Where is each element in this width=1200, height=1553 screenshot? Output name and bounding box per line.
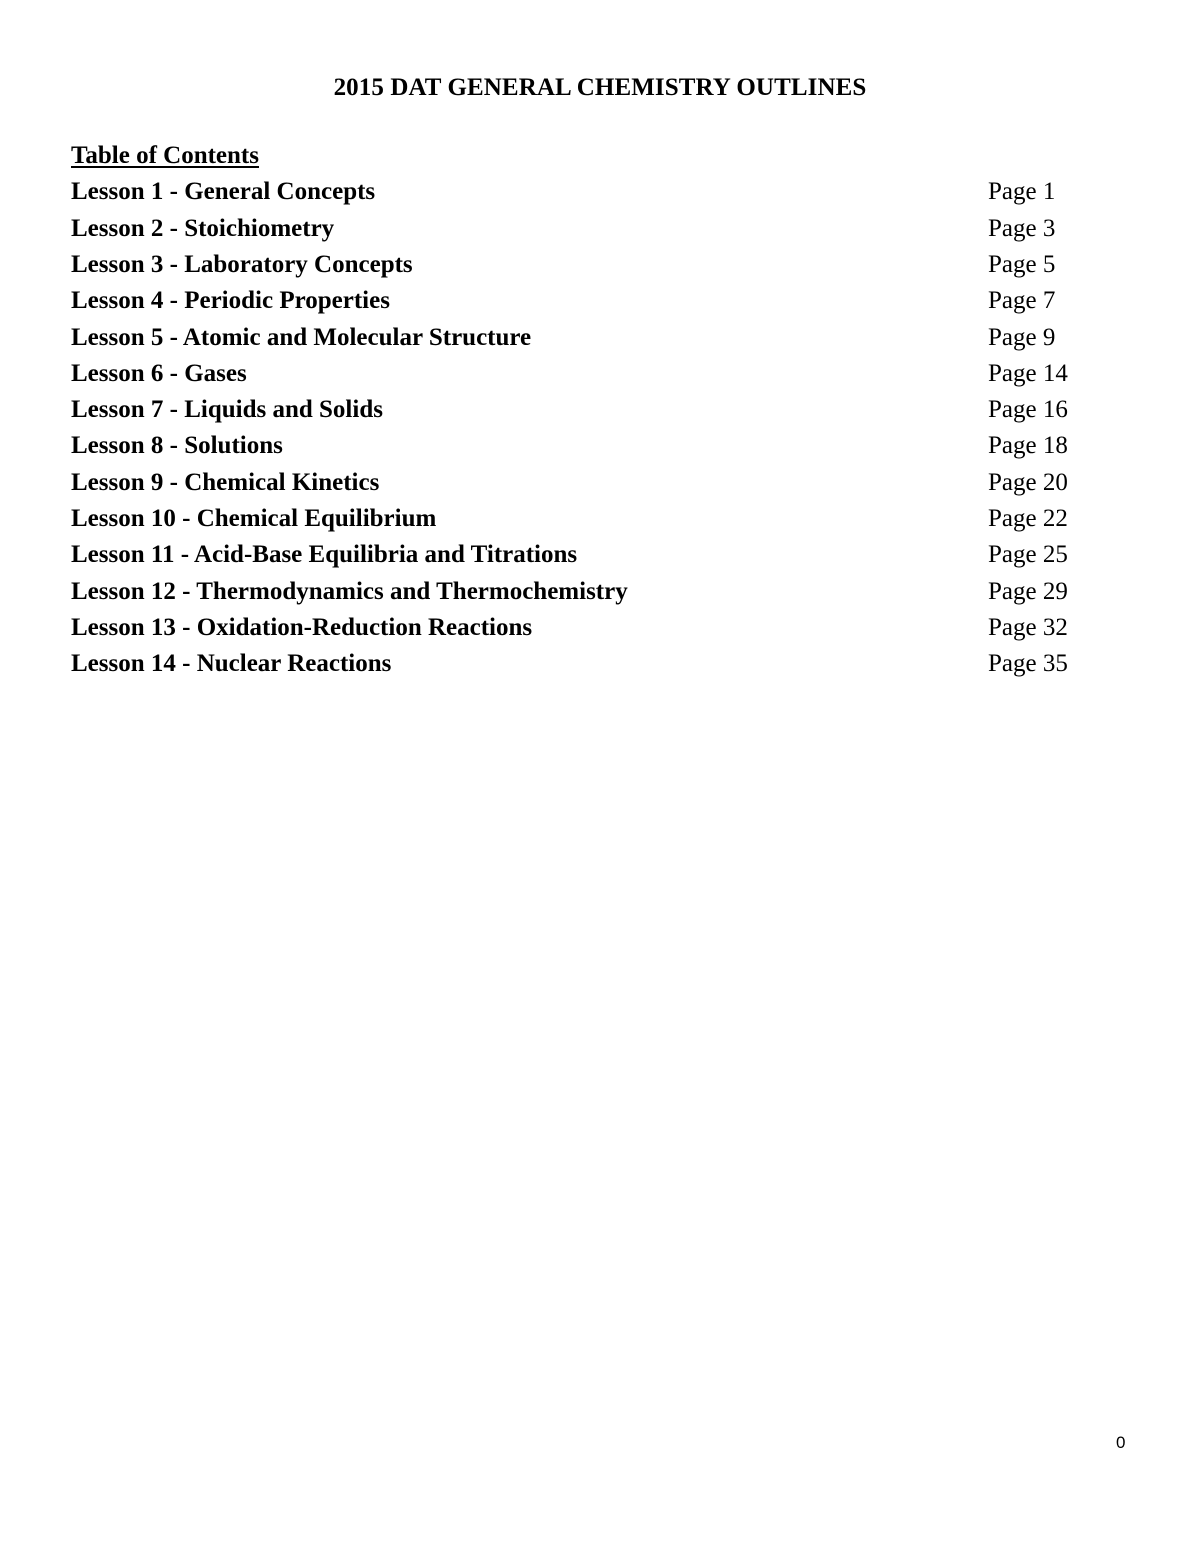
toc-page-ref: Page 35: [988, 650, 1068, 678]
toc-lesson-title: Lesson 4 - Periodic Properties: [71, 287, 390, 315]
toc-entry: [71, 501, 1131, 537]
toc-heading: Table of Contents: [71, 142, 259, 169]
toc-lesson-title: Lesson 10 - Chemical Equilibrium: [71, 505, 437, 533]
toc-page-ref: Page 29: [988, 577, 1068, 605]
toc-page-ref: Page 7: [988, 287, 1056, 315]
toc-page-ref: Page 25: [988, 541, 1068, 569]
toc-entry: [71, 283, 1131, 319]
document-title: 2015 DAT GENERAL CHEMISTRY OUTLINES: [333, 74, 867, 101]
toc-page-ref: Page 5: [988, 250, 1056, 278]
toc-entry: [71, 356, 1131, 392]
toc-entry: [71, 174, 1131, 210]
toc-lesson-title: Lesson 6 - Gases: [71, 359, 247, 387]
toc-lesson-title: Lesson 9 - Chemical Kinetics: [71, 468, 380, 496]
toc-lesson-title: Lesson 1 - General Concepts: [71, 178, 376, 206]
toc-lesson-title: Lesson 5 - Atomic and Molecular Structure: [71, 323, 532, 351]
toc-page-ref: Page 3: [988, 214, 1056, 242]
toc-page-ref: Page 18: [988, 432, 1068, 460]
toc-entry: [71, 574, 1131, 610]
toc-page-ref: Page 14: [988, 359, 1068, 387]
toc-entry: [71, 247, 1131, 283]
toc-lesson-title: Lesson 12 - Thermodynamics and Thermochemistry: [71, 577, 628, 605]
table-of-contents: [71, 138, 1131, 683]
page-number: 0: [1116, 1433, 1126, 1452]
toc-lesson-title: Lesson 13 - Oxidation-Reduction Reactions: [71, 613, 533, 641]
toc-entry: [71, 392, 1131, 428]
toc-lesson-title: Lesson 11 - Acid-Base Equilibria and Titrations: [71, 541, 578, 569]
toc-page-ref: Page 20: [988, 468, 1068, 496]
toc-entry: [71, 428, 1131, 464]
toc-page-ref: Page 1: [988, 178, 1056, 206]
toc-entry: [71, 211, 1131, 247]
toc-lesson-title: Lesson 7 - Liquids and Solids: [71, 396, 383, 424]
toc-list: [71, 174, 1131, 682]
toc-entry: [71, 465, 1131, 501]
toc-page-ref: Page 22: [988, 505, 1068, 533]
toc-page-ref: Page 32: [988, 613, 1068, 641]
toc-lesson-title: Lesson 2 - Stoichiometry: [71, 214, 335, 242]
toc-lesson-title: Lesson 8 - Solutions: [71, 432, 283, 460]
toc-entry: [71, 646, 1131, 682]
toc-entry: [71, 320, 1131, 356]
toc-lesson-title: Lesson 3 - Laboratory Concepts: [71, 250, 413, 278]
toc-page-ref: Page 16: [988, 396, 1068, 424]
toc-entry: [71, 537, 1131, 573]
toc-entry: [71, 610, 1131, 646]
toc-lesson-title: Lesson 14 - Nuclear Reactions: [71, 650, 392, 678]
toc-page-ref: Page 9: [988, 323, 1056, 351]
